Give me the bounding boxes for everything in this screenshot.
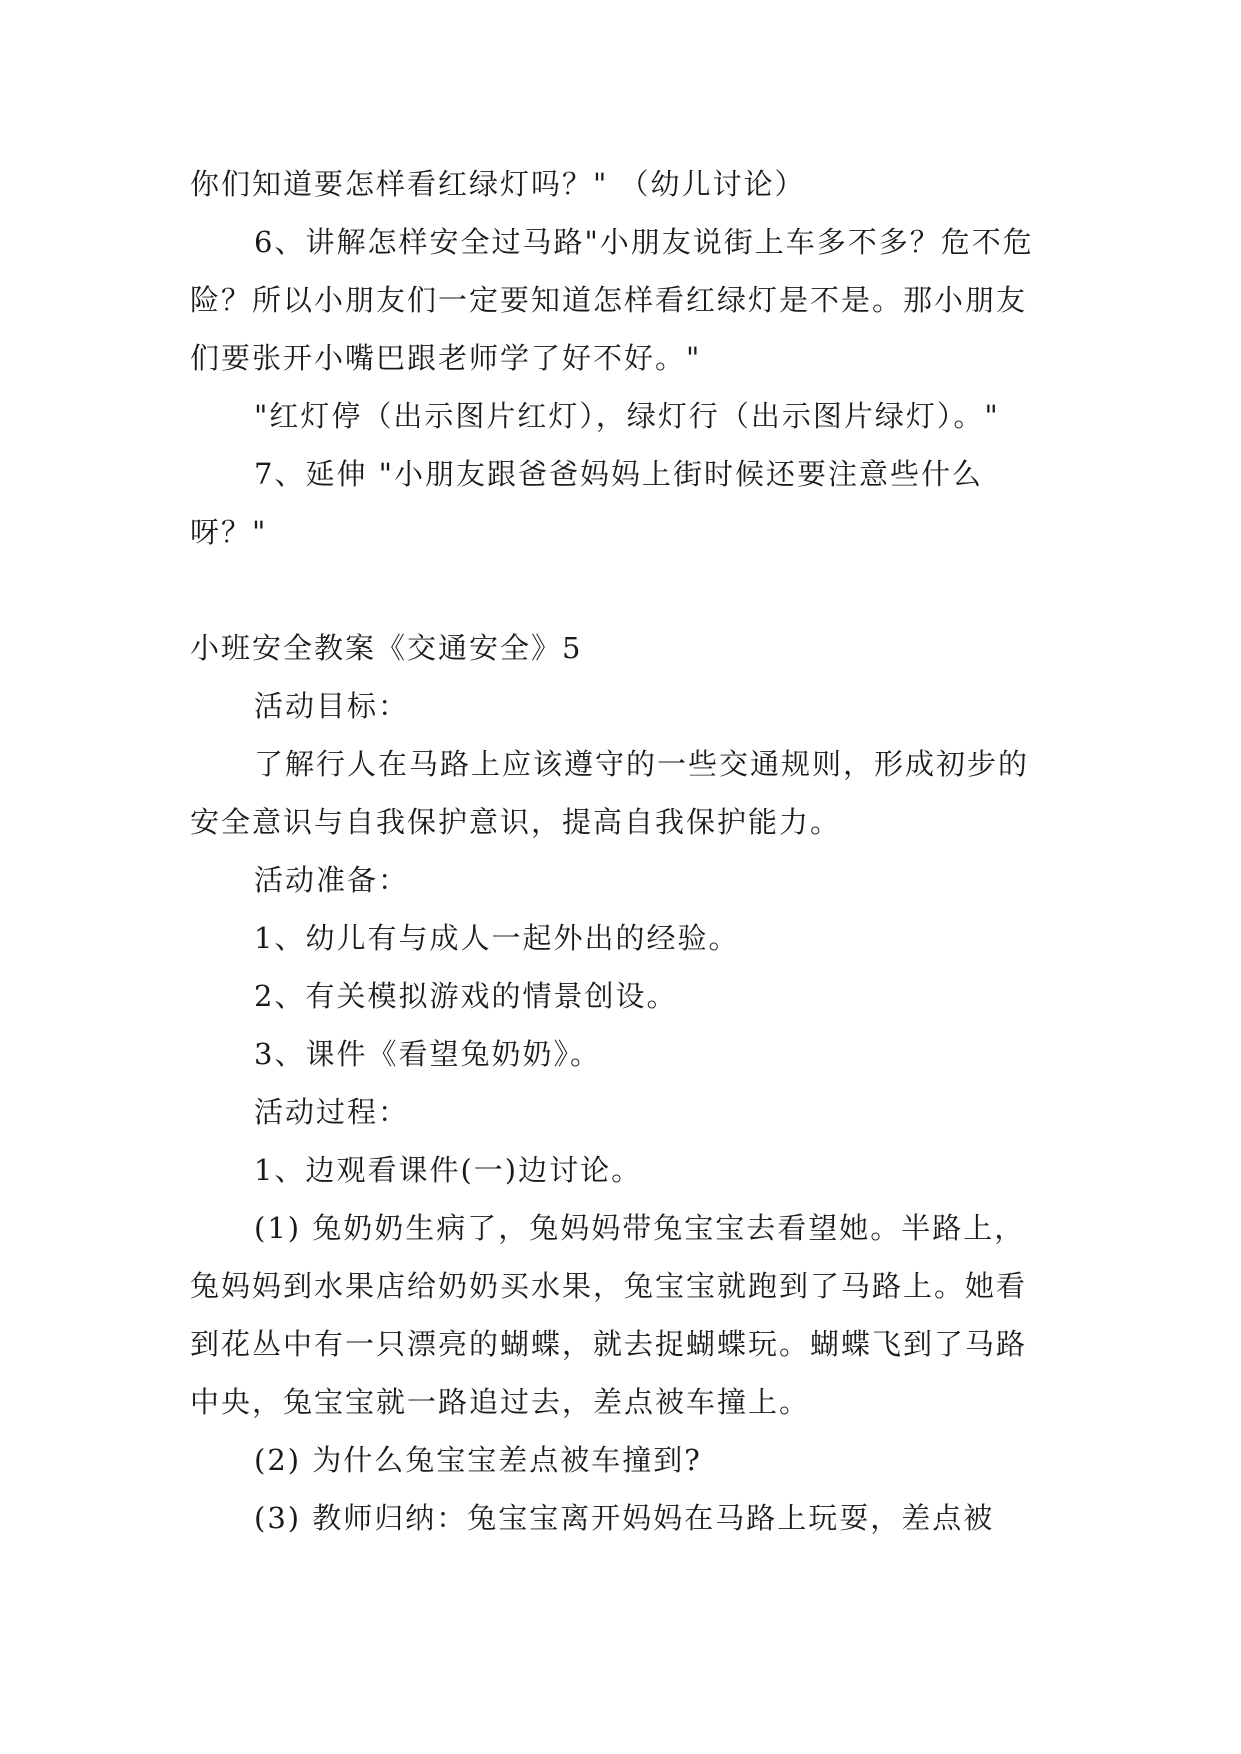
list-item-process-1: 1、边观看课件(一)边讨论。 bbox=[254, 1153, 643, 1187]
paragraph-step-7: 7、延伸 "小朋友跟爸爸妈妈上街时候还要注意些什么呀？" bbox=[190, 457, 984, 549]
paragraph-summary: (3) 教师归纳：兔宝宝离开妈妈在马路上玩耍，差点被 bbox=[254, 1501, 995, 1535]
heading-activity-process: 活动过程： bbox=[254, 1095, 410, 1129]
heading-activity-prep: 活动准备： bbox=[254, 863, 410, 897]
section-title: 小班安全教案《交通安全》5 bbox=[190, 631, 583, 665]
heading-activity-goal: 活动目标： bbox=[254, 689, 410, 723]
section-gap bbox=[190, 561, 1052, 619]
list-item-prep-3: 3、课件《看望兔奶奶》。 bbox=[254, 1037, 601, 1071]
paragraph-story: (1) 兔奶奶生病了，兔妈妈带兔宝宝去看望她。半路上，兔妈妈到水果店给奶奶买水果，兔宝宝就跑到了马路上。她看到花丛中有一只漂亮的蝴蝶，就去捉蝴蝶玩。蝴蝶飞到了马路中央，兔宝宝就一路追过去，差点被车撞上。 bbox=[190, 1211, 1028, 1419]
paragraph-step-6: 6、讲解怎样安全过马路"小朋友说街上车多不多？危不危险？所以小朋友们一定要知道怎样看红绿灯是不是。那小朋友们要张开小嘴巴跟老师学了好不好。" bbox=[190, 225, 1034, 375]
list-item-prep-1: 1、幼儿有与成人一起外出的经验。 bbox=[254, 921, 740, 955]
document-body bbox=[190, 155, 1052, 1547]
paragraph-question: 你们知道要怎样看红绿灯吗？" （幼儿讨论） bbox=[190, 167, 806, 201]
paragraph-question-2: (2) 为什么兔宝宝差点被车撞到? bbox=[254, 1443, 702, 1477]
paragraph-red-green-light: "红灯停（出示图片红灯），绿灯行（出示图片绿灯）。" bbox=[254, 399, 1000, 433]
list-item-prep-2: 2、有关模拟游戏的情景创设。 bbox=[254, 979, 678, 1013]
paragraph-activity-goal: 了解行人在马路上应该遵守的一些交通规则，形成初步的安全意识与自我保护意识，提高自我保护能力。 bbox=[190, 747, 1030, 839]
